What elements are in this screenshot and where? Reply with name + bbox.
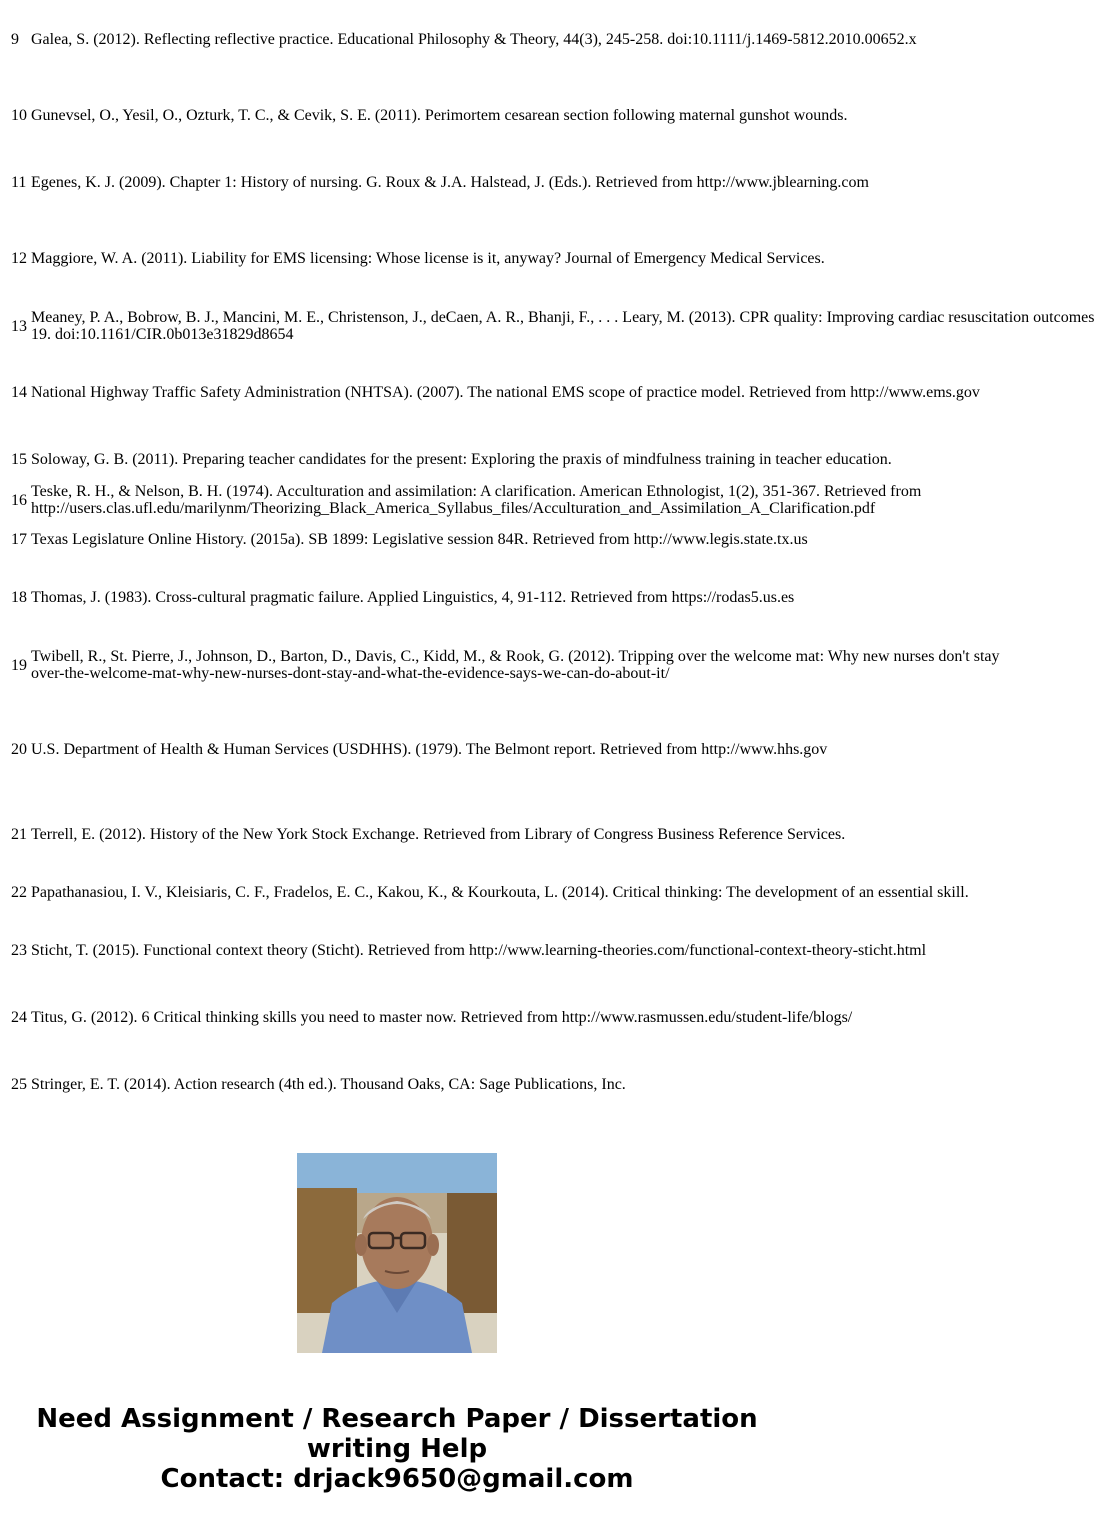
reference-number: 16 <box>11 491 27 509</box>
reference-number: 15 <box>11 451 27 468</box>
reference-item <box>0 174 869 191</box>
promo-headline: Need Assignment / Research Paper / Dissertation <box>36 1404 758 1434</box>
reference-text: Gunevsel, O., Yesil, O., Ozturk, T. C., & Cevik, S. E. (2011). Perimortem cesarean section following maternal gunshot wounds. <box>31 107 848 124</box>
reference-item <box>0 741 828 758</box>
reference-number: 20 <box>11 741 27 758</box>
avatar <box>297 1153 497 1353</box>
reference-number: 9 <box>11 31 19 48</box>
reference-item <box>0 308 1094 344</box>
reference-text: Twibell, R., St. Pierre, J., Johnson, D., Barton, D., Davis, C., Kidd, M., & Rook, G. (2012). Tripping over the welcome mat: Why new nurses don't stay <box>31 648 1000 665</box>
reference-text: Teske, R. H., & Nelson, B. H. (1974). Acculturation and assimilation: A clarification. American Ethnologist, 1(2), 351-367. Retrieved from <box>31 483 922 500</box>
reference-number: 11 <box>11 174 27 191</box>
reference-text: U.S. Department of Health & Human Services (USDHHS). (1979). The Belmont report. Retrieved from http://www.hhs.gov <box>31 741 828 758</box>
reference-text: Meaney, P. A., Bobrow, B. J., Mancini, M. E., Christenson, J., deCaen, A. R., Bhanji, F., . . . Leary, M. (2013). CPR quality: Improving cardiac resuscitation outcomes <box>31 309 1094 326</box>
reference-item <box>0 647 1000 683</box>
reference-text: National Highway Traffic Safety Administration (NHTSA). (2007). The national EMS scope of practice model. Retrieved from http://www.ems.gov <box>31 384 980 401</box>
promo-banner <box>0 1404 794 1494</box>
reference-text: Titus, G. (2012). 6 Critical thinking skills you need to master now. Retrieved from http://www.rasmussen.edu/student-life/blogs/ <box>31 1009 853 1026</box>
reference-number: 24 <box>11 1009 27 1026</box>
reference-number: 10 <box>11 107 27 124</box>
reference-item <box>0 250 825 267</box>
reference-item <box>0 589 794 606</box>
reference-text-continued: over-the-welcome-mat-why-new-nurses-dont-stay-and-what-the-evidence-says-we-can-do-about-it/ <box>31 665 670 682</box>
reference-text: Papathanasiou, I. V., Kleisiaris, C. F., Fradelos, E. C., Kakou, K., & Kourkouta, L. (2014). Critical thinking: The development of an essential skill. <box>31 884 969 901</box>
reference-text: Terrell, E. (2012). History of the New York Stock Exchange. Retrieved from Library of Congress Business Reference Services. <box>31 826 846 843</box>
reference-text: Soloway, G. B. (2011). Preparing teacher candidates for the present: Exploring the praxis of mindfulness training in teacher education. <box>31 451 892 468</box>
reference-item <box>0 826 846 843</box>
reference-text: Galea, S. (2012). Reflecting reflective practice. Educational Philosophy & Theory, 44(3), 245-258. doi:10.1111/j.1469-5812.2010.00652.x <box>31 31 917 48</box>
reference-number: 12 <box>11 250 27 267</box>
reference-number: 21 <box>11 826 27 843</box>
reference-text: Texas Legislature Online History. (2015a). SB 1899: Legislative session 84R. Retrieved from http://www.legis.state.tx.us <box>31 531 808 548</box>
reference-item <box>0 942 927 959</box>
reference-number: 19 <box>11 656 27 674</box>
reference-item <box>0 451 892 468</box>
reference-number: 22 <box>11 884 27 901</box>
reference-text: Sticht, T. (2015). Functional context theory (Sticht). Retrieved from http://www.learning-theories.com/functional-context-theory-sticht.html <box>31 942 927 959</box>
reference-text-continued: http://users.clas.ufl.edu/marilynm/Theorizing_Black_America_Syllabus_files/Acculturation_and_Assimilation_A_Clarification.pdf <box>31 500 876 517</box>
reference-item <box>0 531 808 548</box>
reference-number: 23 <box>11 942 27 959</box>
reference-item <box>0 1076 794 1093</box>
reference-text: Egenes, K. J. (2009). Chapter 1: History of nursing. G. Roux & J.A. Halstead, J. (Eds.). Retrieved from http://www.jblearning.com <box>31 174 869 191</box>
reference-text-continued: 19. doi:10.1161/CIR.0b013e31829d8654 <box>31 326 294 343</box>
reference-number: 13 <box>11 317 27 335</box>
reference-number: 17 <box>11 531 27 548</box>
promo-contact: Contact: drjack9650@gmail.com <box>160 1464 634 1494</box>
reference-item <box>0 482 922 518</box>
reference-text: Stringer, E. T. (2014). Action research (4th ed.). Thousand Oaks, CA: Sage Publications, Inc. <box>31 1076 626 1093</box>
promo-subline: writing Help <box>306 1434 488 1464</box>
reference-number: 25 <box>11 1076 27 1093</box>
reference-item <box>0 384 980 401</box>
reference-text: Maggiore, W. A. (2011). Liability for EMS licensing: Whose license is it, anyway? Journal of Emergency Medical Services. <box>31 250 825 267</box>
reference-item <box>0 884 969 901</box>
reference-text: Thomas, J. (1983). Cross-cultural pragmatic failure. Applied Linguistics, 4, 91-112. Retrieved from https://rodas5.us.es <box>31 589 795 606</box>
reference-item <box>0 107 848 124</box>
reference-number: 18 <box>11 589 27 606</box>
reference-item <box>0 31 917 48</box>
reference-number: 14 <box>11 384 27 401</box>
reference-item <box>0 1009 853 1026</box>
portrait-image <box>297 1153 497 1353</box>
